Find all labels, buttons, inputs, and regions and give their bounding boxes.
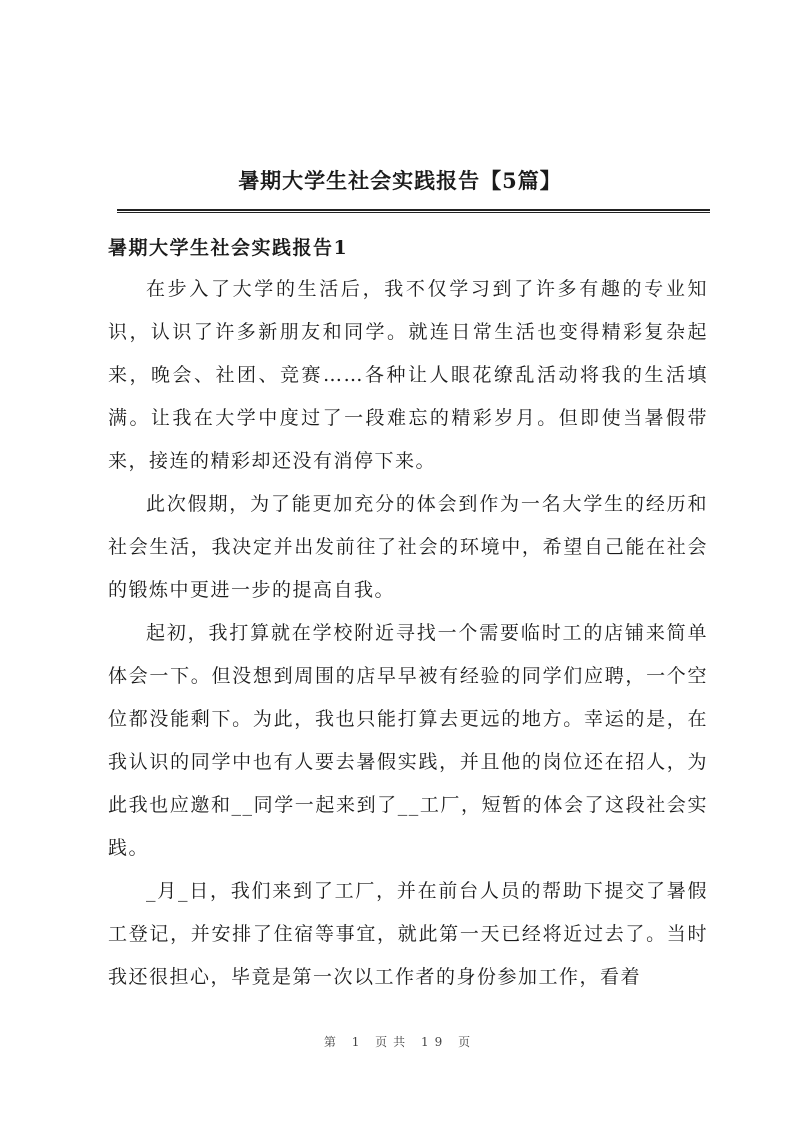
section-heading: 暑期大学生社会实践报告1 [108, 237, 349, 259]
document-title: 暑期大学生社会实践报告【5篇】 [238, 168, 562, 193]
paragraph-2: 此次假期，为了能更加充分的体会到作为一名大学生的经历和社会生活，我决定并出发前往了社会的环境中，希望自己能在社会的锻炼中更进一步的提高自我。 [108, 493, 708, 601]
footer-page-number: 1 [351, 1035, 366, 1049]
page-footer [0, 1033, 800, 1050]
body-text [108, 268, 708, 999]
footer-suffix: 页 [458, 1035, 477, 1049]
footer-prefix: 第 [323, 1035, 342, 1049]
title-divider [117, 209, 710, 213]
footer-middle: 页共 [375, 1035, 412, 1049]
footer-total-pages: 19 [421, 1035, 449, 1049]
paragraph-4: _月_日，我们来到了工厂，并在前台人员的帮助下提交了暑假工登记，并安排了住宿等事宜，就此第一天已经将近过去了。当时我还很担心，毕竟是第一次以工作者的身份参加工作，看着 [108, 880, 708, 988]
paragraph-1: 在步入了大学的生活后，我不仅学习到了许多有趣的专业知识，认识了许多新朋友和同学。就连日常生活也变得精彩复杂起来，晚会、社团、竞赛……各种让人眼花缭乱活动将我的生活填满。让我在大学中度过了一段难忘的精彩岁月。但即使当暑假带来，接连的精彩却还没有消停下来。 [108, 278, 708, 472]
paragraph-3: 起初，我打算就在学校附近寻找一个需要临时工的店铺来简单体会一下。但没想到周围的店早早被有经验的同学们应聘，一个空位都没能剩下。为此，我也只能打算去更远的地方。幸运的是，在我认识的同学中也有人要去暑假实践，并且他的岗位还在招人，为此我也应邀和__同学一起来到了__工厂，短暂的体会了这段社会实践。 [108, 622, 708, 859]
